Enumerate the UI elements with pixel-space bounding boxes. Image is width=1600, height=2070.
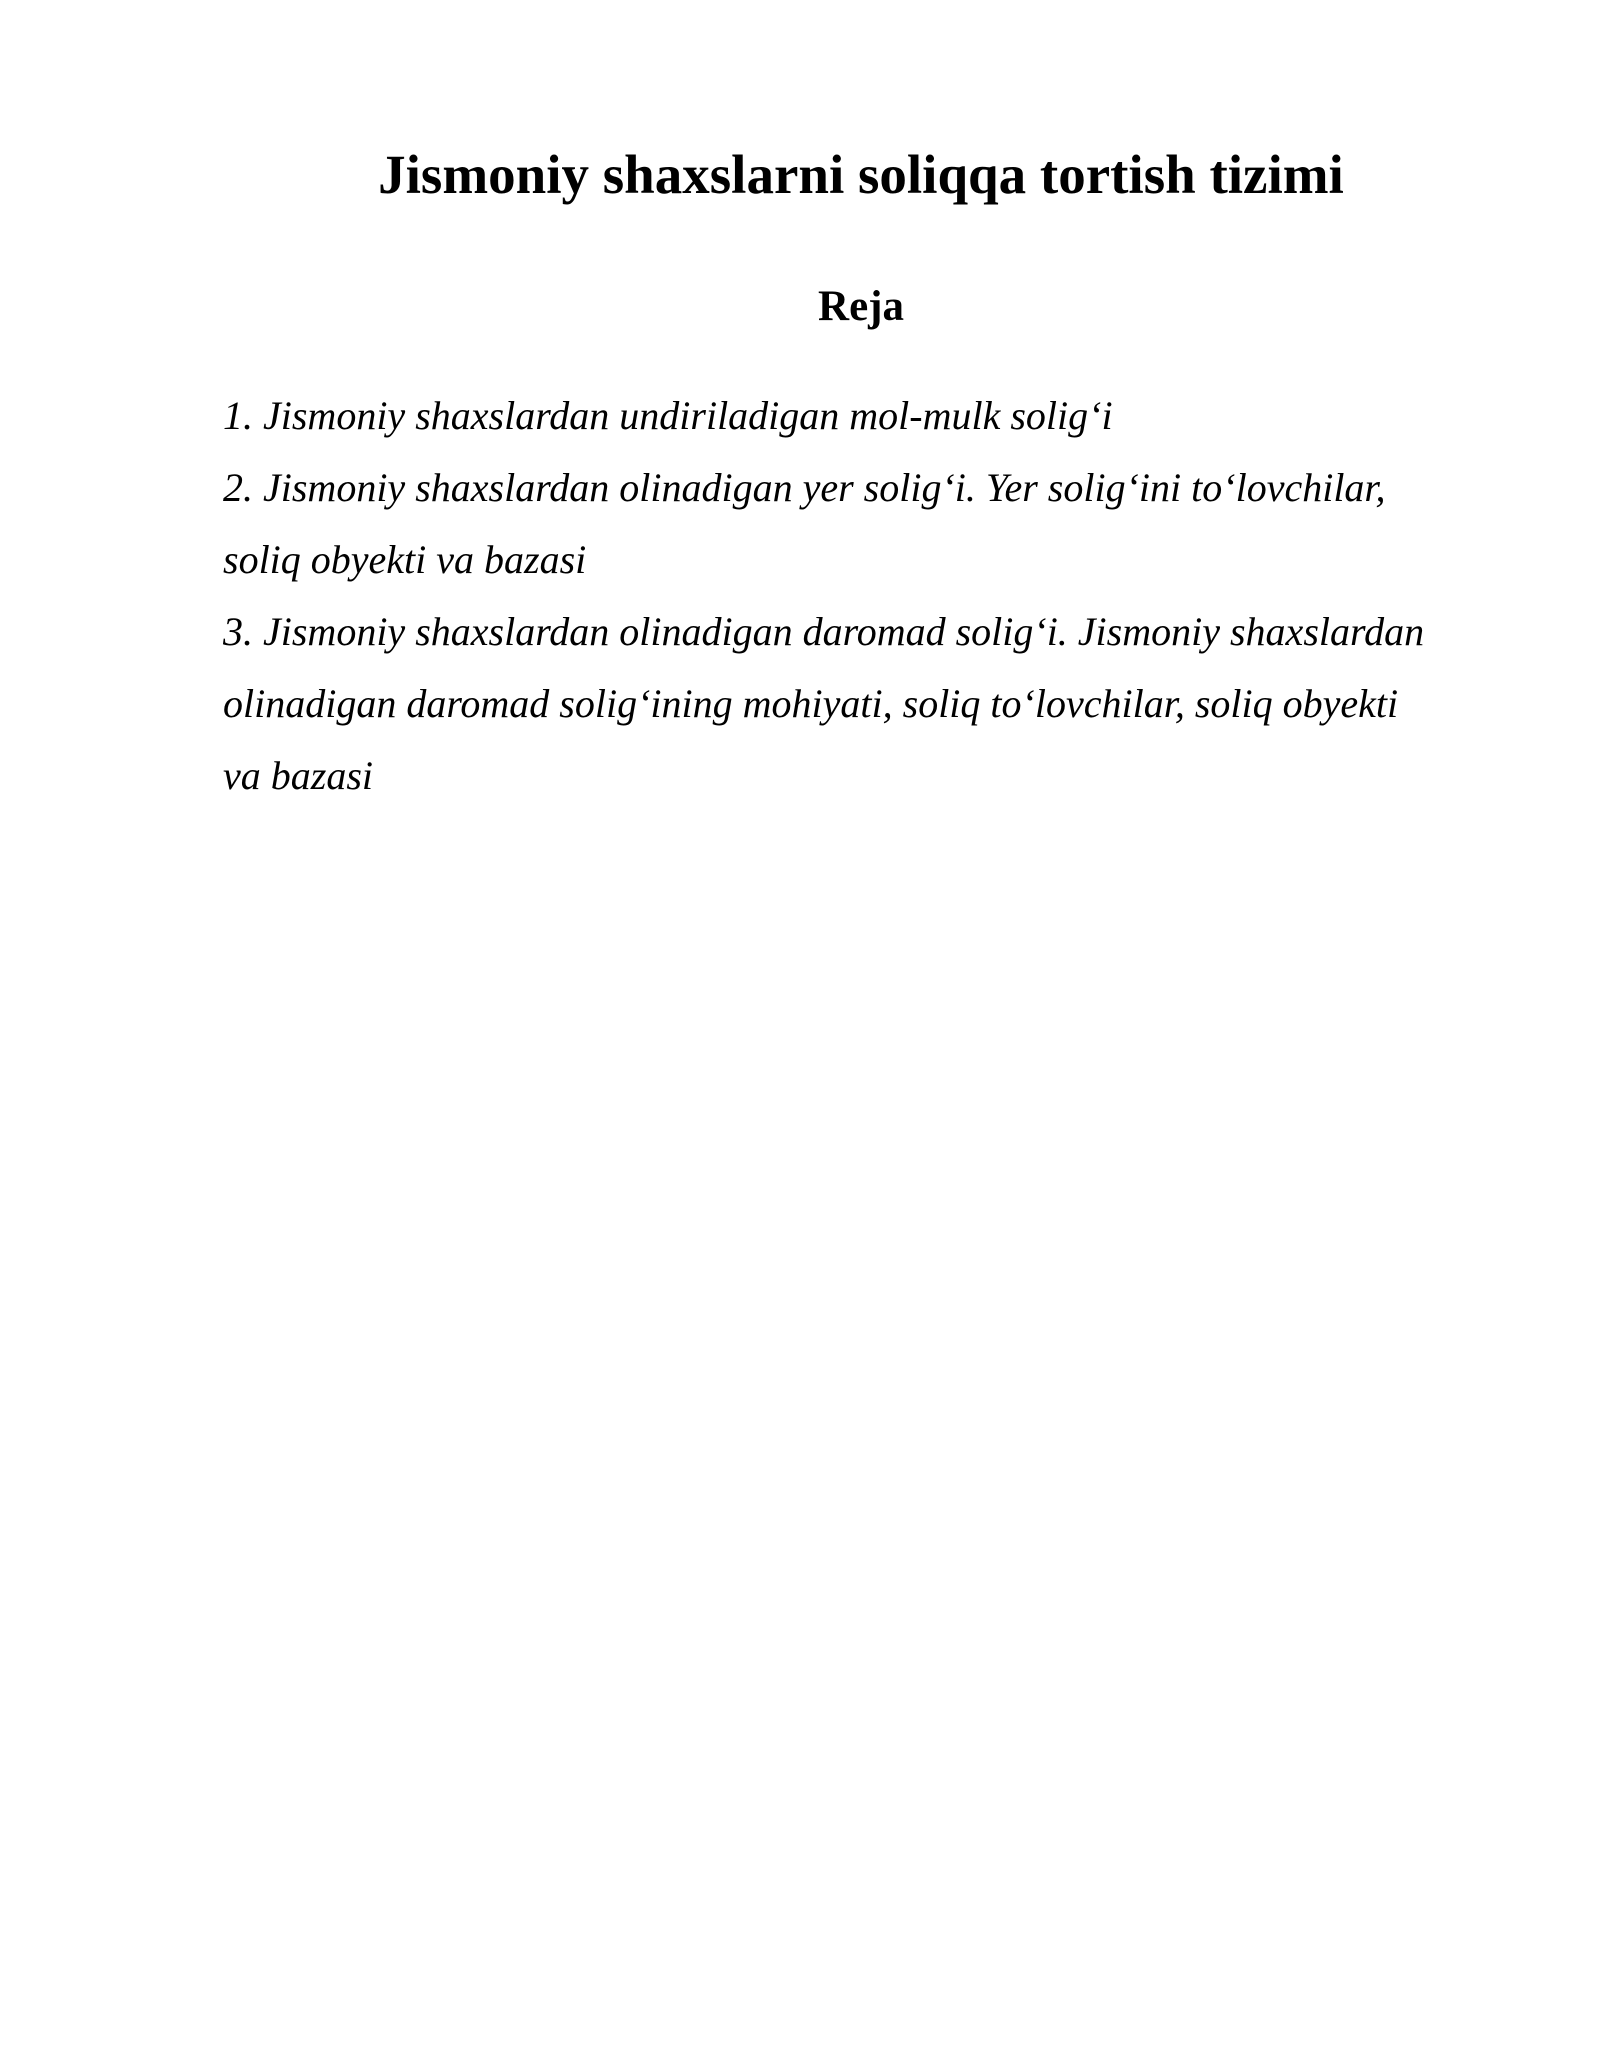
plan-heading: Reja xyxy=(818,283,904,330)
plan-item-1 xyxy=(223,380,1513,452)
document-title: Jismoniy shaxslarni soliqqa tortish tizimi xyxy=(378,144,1344,205)
plan-item-3-line-2: olinadigan daromad solig‘ining mohiyati, soliq to‘lovchilar, soliq obyekti xyxy=(223,681,1399,726)
plan-item-3-line-1: 3. Jismoniy shaxslardan olinadigan daromad solig‘i. Jismoniy shaxslardan xyxy=(223,609,1425,654)
plan-item-2 xyxy=(223,452,1513,596)
plan-item-3 xyxy=(223,596,1513,812)
plan-list xyxy=(223,380,1513,812)
plan-item-2-line-1: 2. Jismoniy shaxslardan olinadigan yer solig‘i. Yer solig‘ini to‘lovchilar, xyxy=(223,465,1386,510)
plan-item-2-line-2: soliq obyekti va bazasi xyxy=(223,537,587,582)
plan-item-3-line-3: va bazasi xyxy=(223,753,373,798)
plan-item-1-line-1: 1. Jismoniy shaxslardan undiriladigan mol-mulk solig‘i xyxy=(223,393,1113,438)
